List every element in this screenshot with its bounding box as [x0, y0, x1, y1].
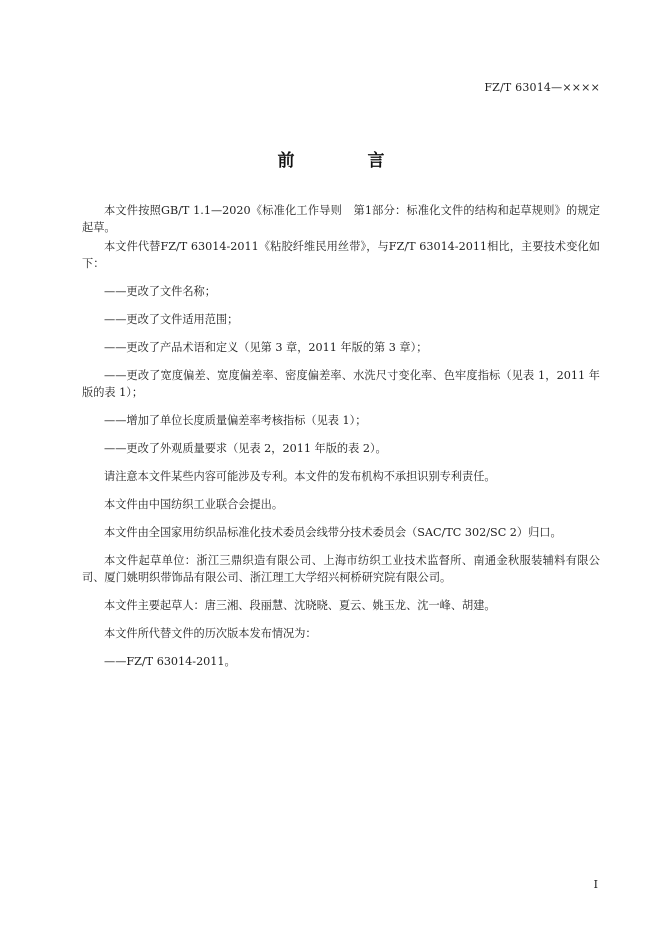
list-item-history: ——FZ/T 63014-2011。 [104, 655, 236, 668]
document-code: FZ/T 63014—×××× [484, 81, 600, 94]
page-number: I [593, 878, 598, 891]
list-item-change: ——增加了单位长度质量偏差率考核指标（见表 1）； [104, 414, 367, 427]
paragraph-drafting-basis: 本文件按照GB/T 1.1—2020《标准化工作导则 第1部分：标准化文件的结构和起草规则》的规定起草。 [82, 204, 600, 234]
document-body [82, 202, 600, 670]
list-item-change: ——更改了文件适用范围； [104, 313, 239, 326]
list-item-change: ——更改了文件名称； [104, 285, 216, 298]
list-item-change: ——更改了外观质量要求（见表 2，2011 年版的表 2）。 [104, 442, 387, 455]
paragraph-drafters: 本文件主要起草人：唐三湘、段丽慧、沈晓晓、夏云、姚玉龙、沈一峰、胡建。 [104, 599, 496, 612]
list-item-change: ——更改了宽度偏差、宽度偏差率、密度偏差率、水洗尺寸变化率、色牢度指标（见表 1，2011 年版的表 1）； [82, 369, 600, 399]
page-title: 前 言 [277, 151, 413, 171]
paragraph-committee: 本文件由全国家用纺织品标准化技术委员会线带分技术委员会（SAC/TC 302/SC 2）归口。 [104, 526, 562, 539]
paragraph-drafting-units: 本文件起草单位：浙江三鼎织造有限公司、上海市纺织工业技术监督所、南通金秋服装辅料有限公司、厦门姚明织带饰品有限公司、浙江理工大学绍兴柯桥研究院有限公司。 [82, 554, 600, 584]
paragraph-proposer: 本文件由中国纺织工业联合会提出。 [104, 498, 284, 511]
paragraph-patent-notice: 请注意本文件某些内容可能涉及专利。本文件的发布机构不承担识别专利责任。 [104, 470, 496, 483]
paragraph-history-intro: 本文件所代替文件的历次版本发布情况为： [104, 627, 317, 640]
paragraph-replacement: 本文件代替FZ/T 63014-2011《粘胶纤维民用丝带》，与FZ/T 63014-2011相比，主要技术变化如下： [82, 240, 600, 270]
list-item-change: ——更改了产品术语和定义（见第 3 章，2011 年版的第 3 章）； [104, 341, 428, 354]
